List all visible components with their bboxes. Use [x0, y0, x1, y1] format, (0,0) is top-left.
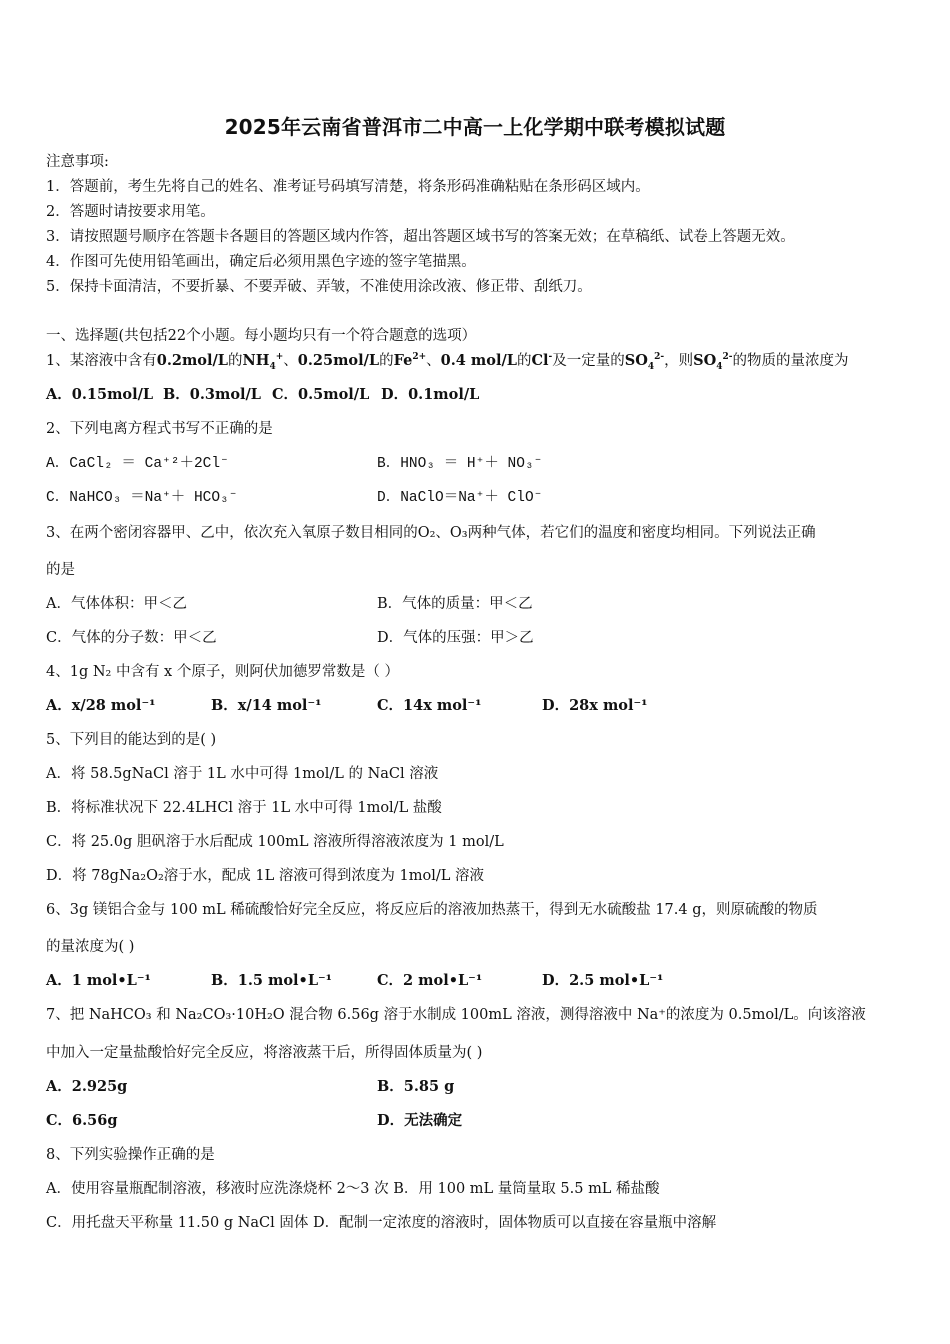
question-7-option-d[interactable]: D．无法确定: [377, 1112, 463, 1129]
question-3-stem-line-1: 3、在两个密闭容器甲、乙中，依次充入氧原子数目相同的O₂、O₃两种气体，若它们的温度和密度均相同。下列说法正确: [46, 525, 816, 541]
notice-item-2: 2．答题时请按要求用笔。: [46, 204, 215, 220]
question-7-option-c[interactable]: C．6.56g: [46, 1112, 118, 1129]
question-5-option-c[interactable]: C．将 25.0g 胆矾溶于水后配成 100mL 溶液所得溶液浓度为 1 mol/L: [46, 834, 504, 850]
question-5-option-d[interactable]: D．将 78gNa₂O₂溶于水，配成 1L 溶液可得到浓度为 1mol/L 溶液: [46, 868, 484, 884]
question-2-option-a[interactable]: A．CaCl₂ ＝ Ca⁺²＋2Cl⁻: [46, 456, 229, 472]
question-7-stem-line-2: 中加入一定量盐酸恰好完全反应，将溶液蒸干后，所得固体质量为( ): [46, 1045, 483, 1061]
question-3-stem-line-2: 的是: [46, 562, 75, 578]
question-2-option-d[interactable]: D．NaClO＝Na⁺＋ ClO⁻: [377, 490, 543, 506]
question-6-option-b[interactable]: B．1.5 mol•L⁻¹: [211, 972, 333, 989]
question-4-option-a[interactable]: A．x/28 mol⁻¹: [46, 697, 156, 714]
question-8-options-ab[interactable]: A．使用容量瓶配制溶液，移液时应洗涤烧杯 2～3 次 B．用 100 mL 量筒量取 5.5 mL 稀盐酸: [46, 1181, 660, 1197]
question-3-option-c[interactable]: C．气体的分子数：甲＜乙: [46, 630, 217, 646]
question-4-option-d[interactable]: D．28x mol⁻¹: [542, 697, 648, 714]
question-2-option-c[interactable]: C．NaHCO₃ ＝Na⁺＋ HCO₃⁻: [46, 490, 238, 506]
question-5-option-a[interactable]: A．将 58.5gNaCl 溶于 1L 水中可得 1mol/L 的 NaCl 溶液: [46, 766, 439, 782]
question-6-stem-line-2: 的量浓度为( ): [46, 939, 135, 955]
question-1-option-c[interactable]: C．0.5mol/L: [272, 386, 370, 403]
page-title: 2025年云南省普洱市二中高一上化学期中联考模拟试题: [224, 115, 726, 139]
question-4-stem: 4、1g N₂ 中含有 x 个原子，则阿伏加德罗常数是（ ）: [46, 664, 399, 680]
question-7-option-a[interactable]: A．2.925g: [46, 1078, 128, 1095]
question-6-option-a[interactable]: A．1 mol•L⁻¹: [46, 972, 151, 989]
question-2-option-b[interactable]: B．HNO₃ ＝ H⁺＋ NO₃⁻: [377, 456, 543, 472]
question-4-option-b[interactable]: B．x/14 mol⁻¹: [211, 697, 322, 714]
section-heading: 一、选择题(共包括22个小题。每小题均只有一个符合题意的选项）: [46, 328, 477, 344]
question-4-option-c[interactable]: C．14x mol⁻¹: [377, 697, 482, 714]
question-5-option-b[interactable]: B．将标准状况下 22.4LHCl 溶于 1L 水中可得 1mol/L 盐酸: [46, 800, 442, 816]
question-1-stem: 1、某溶液中含有0.2mol/L的$NH_4^+$、0.25mol/L的$Fe^{2+}$、0.4 mol/L的Cl-及一定量的$SO_4^{2-}$，则$SO_4^{2-}$的物质的量浓度为: [46, 352, 849, 372]
notice-item-3: 3．请按照题号顺序在答题卡各题目的答题区域内作答，超出答题区域书写的答案无效；在草稿纸、试卷上答题无效。: [46, 229, 795, 245]
question-6-option-d[interactable]: D．2.5 mol•L⁻¹: [542, 972, 664, 989]
question-1-option-a[interactable]: A．0.15mol/L: [46, 386, 154, 403]
question-7-option-b[interactable]: B．5.85 g: [377, 1078, 455, 1095]
notice-item-4: 4．作图可先使用铅笔画出，确定后必须用黑色字迹的签字笔描黑。: [46, 254, 476, 270]
question-1-option-b[interactable]: B．0.3mol/L: [163, 386, 261, 403]
question-6-stem-line-1: 6、3g 镁铝合金与 100 mL 稀硫酸恰好完全反应，将反应后的溶液加热蒸干，得到无水硫酸盐 17.4 g，则原硫酸的物质: [46, 902, 818, 918]
question-3-option-b[interactable]: B．气体的质量：甲＜乙: [377, 596, 533, 612]
notice-heading: 注意事项:: [46, 154, 109, 170]
question-1-option-d[interactable]: D．0.1mol/L: [381, 386, 480, 403]
question-6-option-c[interactable]: C．2 mol•L⁻¹: [377, 972, 483, 989]
question-8-stem: 8、下列实验操作正确的是: [46, 1147, 215, 1163]
question-3-option-d[interactable]: D．气体的压强：甲＞乙: [377, 630, 534, 646]
question-2-stem: 2、下列电离方程式书写不正确的是: [46, 421, 273, 437]
notice-item-5: 5．保持卡面清洁，不要折暴、不要弄破、弄皱，不准使用涂改液、修正带、刮纸刀。: [46, 279, 592, 295]
question-7-stem-line-1: 7、把 NaHCO₃ 和 Na₂CO₃·10H₂O 混合物 6.56g 溶于水制成 100mL 溶液，测得溶液中 Na⁺的浓度为 0.5mol/L。向该溶液: [46, 1007, 866, 1023]
question-5-stem: 5、下列目的能达到的是( ): [46, 732, 217, 748]
notice-item-1: 1．答题前，考生先将自己的姓名、准考证号码填写清楚，将条形码准确粘贴在条形码区域内。: [46, 179, 650, 195]
question-8-options-cd[interactable]: C．用托盘天平称量 11.50 g NaCl 固体 D．配制一定浓度的溶液时，固体物质可以直接在容量瓶中溶解: [46, 1215, 717, 1231]
question-3-option-a[interactable]: A．气体体积：甲＜乙: [46, 596, 187, 612]
